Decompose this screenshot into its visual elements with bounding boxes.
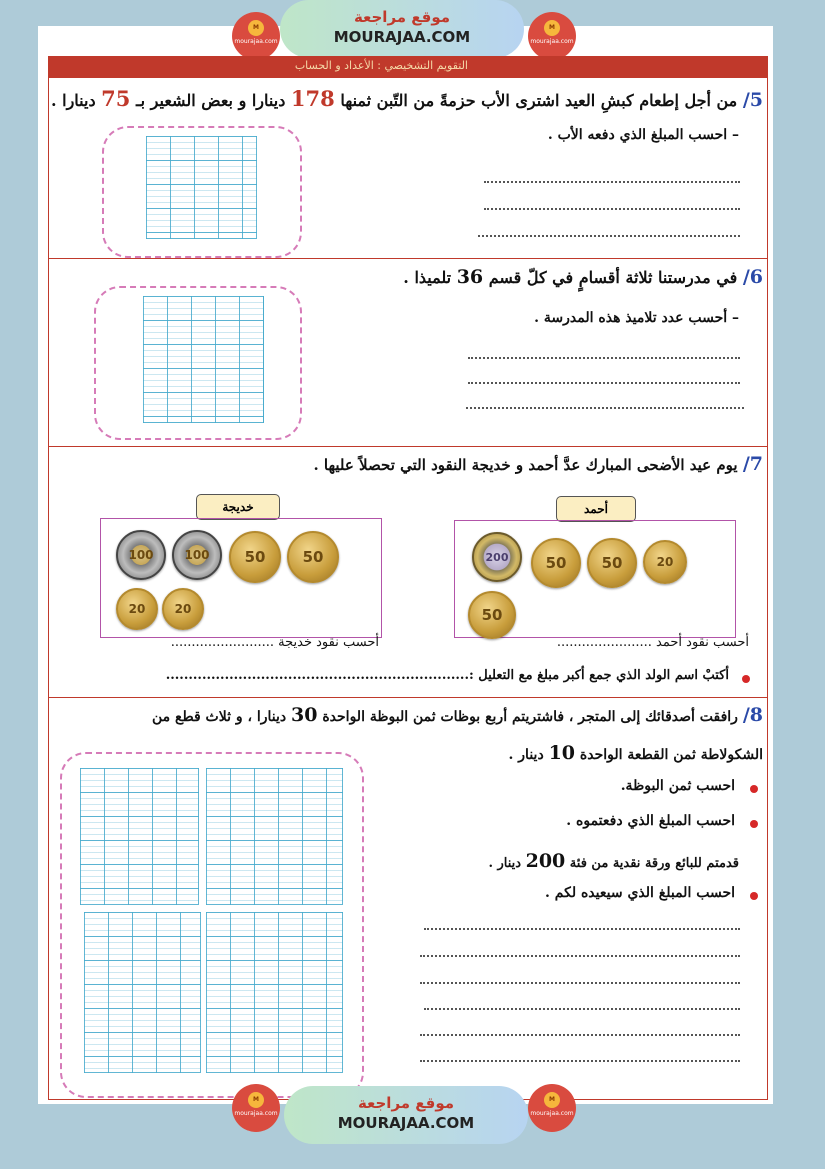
answer-line[interactable]: [468, 382, 740, 384]
site-watermark-top[interactable]: [280, 0, 524, 58]
section-divider: [48, 697, 768, 698]
coin-20: 20: [116, 588, 158, 630]
q8-given: قدمتم للبائع ورقة نقدية من فئة 200 دينار .: [488, 850, 739, 872]
watermark-latin: MOURAJAA.COM: [333, 28, 471, 46]
answer-line[interactable]: [420, 982, 740, 984]
header-bar: [48, 56, 768, 78]
header-title: التقويم التشخيصي : الأعداد و الحساب: [294, 59, 468, 72]
section-divider: [48, 258, 768, 259]
khadija-count-line[interactable]: أحسب نقود خديجة .........................: [170, 635, 379, 650]
coin-200: 200: [472, 532, 522, 582]
site-logo-bottom-left: M mourajaa.com: [232, 1084, 280, 1132]
q5-task: – احسب المبلغ الذي دفعه الأب .: [547, 127, 739, 143]
bullet-icon: [750, 892, 758, 900]
bullet-icon: [750, 820, 758, 828]
answer-line[interactable]: [420, 1060, 740, 1062]
q5-statement: 5/ من أجل إطعام كبشِ العيد اشترى الأب حزمةً من التّبن ثمنها 178 دينارا و بعض الشعير بـ 75 دينارا .: [50, 86, 763, 111]
answer-line[interactable]: [424, 1008, 740, 1010]
watermark-arabic: موقع مراجعة: [357, 1094, 455, 1112]
q8-task3: احسب المبلغ الذي سيعيده لكم .: [545, 885, 735, 901]
coin-50: 50: [531, 538, 581, 588]
site-logo-bottom-right: M mourajaa.com: [528, 1084, 576, 1132]
ahmed-label: أحمد: [556, 496, 636, 522]
coin-50: 50: [587, 538, 637, 588]
q8-grid-top-right: [206, 768, 343, 905]
answer-line[interactable]: [420, 955, 740, 957]
watermark-latin: MOURAJAA.COM: [337, 1114, 475, 1132]
q7-conclusion[interactable]: أكتبْ اسم الولد الذي جمع أكبر مبلغ مع التعليل :...................................................................: [165, 668, 729, 683]
coin-50: 50: [229, 531, 281, 583]
ahmed-count-line[interactable]: أحسب نقود أحمد .......................: [556, 635, 749, 650]
q5-grid: [146, 136, 257, 239]
q8-grid-bottom-right: [206, 912, 343, 1073]
site-logo-top-left: M mourajaa.com: [232, 12, 280, 60]
q8-task2: احسب المبلغ الذي دفعتموه .: [566, 813, 735, 829]
site-logo-top-right: M mourajaa.com: [528, 12, 576, 60]
coin-100: 100: [172, 530, 222, 580]
q8-task1: احسب ثمن البوظة.: [620, 778, 735, 794]
answer-line[interactable]: [466, 407, 744, 409]
bullet-icon: [742, 675, 750, 683]
coin-20: 20: [643, 540, 687, 584]
section-divider: [48, 446, 768, 447]
site-watermark-bottom[interactable]: [284, 1086, 528, 1144]
answer-line[interactable]: [468, 357, 740, 359]
answer-line[interactable]: [420, 1034, 740, 1036]
q8-statement-line2: الشكولاطة ثمن القطعة الواحدة 10 دينار .: [508, 742, 763, 764]
answer-line[interactable]: [484, 208, 740, 210]
q7-statement: 7/ يوم عيد الأضحى المبارك عدَّ أحمد و خديجة النقود التي تحصلاً عليها .: [313, 453, 763, 475]
answer-line[interactable]: [424, 928, 740, 930]
answer-line[interactable]: [478, 235, 740, 237]
coin-50: 50: [468, 591, 516, 639]
q8-grid-bottom-left: [84, 912, 201, 1073]
khadija-label: خديجة: [196, 494, 280, 520]
coin-100: 100: [116, 530, 166, 580]
q6-task: – أحسب عدد تلاميذ هذه المدرسة .: [534, 310, 739, 326]
q8-statement-line1: 8/ رافقت أصدقائك إلى المتجر ، فاشتريتم أربع بوظات ثمن البوظة الواحدة 30 دينارا ، و ثلاث قطع من: [152, 704, 763, 726]
coin-20: 20: [162, 588, 204, 630]
q6-grid: [143, 296, 264, 423]
coin-50: 50: [287, 531, 339, 583]
bullet-icon: [750, 785, 758, 793]
q8-grid-top-left: [80, 768, 199, 905]
q6-statement: 6/ في مدرستنا ثلاثة أقسامٍ في كلّ قسم 36 تلميذا .: [403, 266, 763, 288]
watermark-arabic: موقع مراجعة: [353, 8, 451, 26]
answer-line[interactable]: [484, 181, 740, 183]
